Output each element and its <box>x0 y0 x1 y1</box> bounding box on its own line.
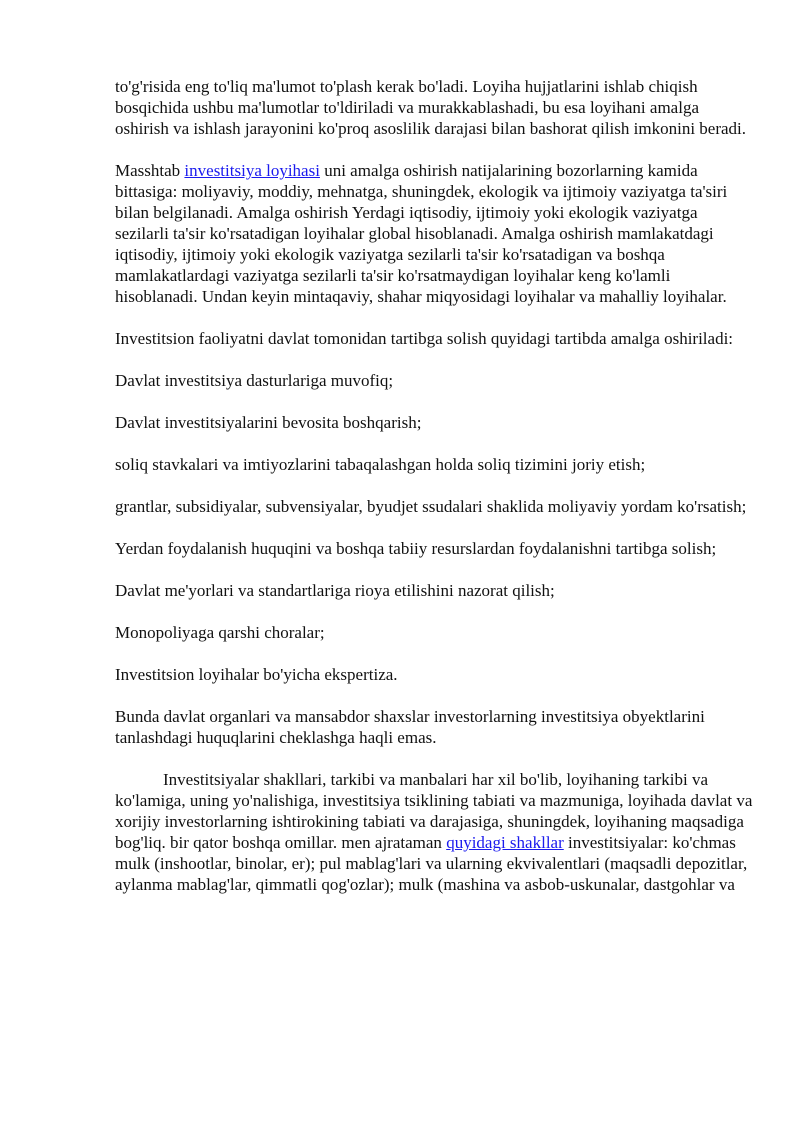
list-item: grantlar, subsidiyalar, subvensiyalar, byudjet ssudalari shaklida moliyaviy yordam ko'rsatish; <box>115 497 747 516</box>
list-item: Davlat investitsiya dasturlariga muvofiq; <box>115 371 394 390</box>
list-item: Investitsion loyihalar bo'yicha ekspertiza. <box>115 665 398 684</box>
paragraph-scale <box>115 160 755 307</box>
paragraph-forms-before: Investitsiyalar shakllari, tarkibi va manbalari har xil bo'lib, loyihaning tarkibi va ko'lamiga, uning yo'nalishiga, investitsiya tsiklining tabiati va mazmuniga, loyihada davlat va xorijiy investorlarning ishtirokining tabiati va darajasiga, shuningdek, loyihaning maqsadiga bog'liq. bir qator boshqa omillar. men ajrataman <box>115 770 753 852</box>
list-item: Yerdan foydalanish huquqini va boshqa tabiiy resurslardan foydalanishni tartibga solish; <box>115 539 717 558</box>
list-item: Davlat me'yorlari va standartlariga rioya etilishini nazorat qilish; <box>115 581 555 600</box>
paragraph-investment-forms <box>115 769 755 895</box>
paragraph-scale-after: uni amalga oshirish natijalarining bozorlarning kamida bittasiga: moliyaviy, moddiy, mehnatga, shuningdek, ekologik va ijtimoiy vaziyatga ta'siri bilan belgilanadi. Amalga oshirish Yerdagi iqtisodiy, ijtimoiy yoki ekologik vaziyatga sezilarli ta'sir ko'rsatadigan loyihalar global hisoblanadi. Amalga oshirish mamlakatdagi iqtisodiy, ijtimoiy yoki ekologik vaziyatga sezilarli ta'sir ko'rsatadigan va boshqa mamlakatlardagi vaziyatga sezilarli ta'sir ko'rsatmaydigan loyihalar keng ko'lamli hisoblanadi. Undan keyin mintaqaviy, shahar miqyosidagi loyihalar va mahalliy loyihalar. <box>115 161 728 306</box>
following-forms-link[interactable]: quyidagi shakllar <box>446 833 564 852</box>
paragraph-intro: to'g'risida eng to'liq ma'lumot to'plash kerak bo'ladi. Loyiha hujjatlarini ishlab chiqish bosqichida ushbu ma'lumotlar to'ldiriladi va murakkablashadi, bu esa loyihani amalga oshirish va ishlash jarayonini ko'proq asoslilik darajasi bilan bashorat qilish imkonini beradi. <box>115 77 747 138</box>
paragraph-regulation: Investitsion faoliyatni davlat tomonidan tartibga solish quyidagi tartibda amalga oshiriladi: <box>115 329 734 348</box>
paragraph-scale-before: Masshtab <box>115 161 185 180</box>
paragraph-forms-after: investitsiyalar: ko'chmas mulk (inshootlar, binolar, er); pul mablag'lari va ularning ekvivalentlari (maqsadli depozitlar, aylanma mablag'lar, qimmatli qog'ozlar); mulk (mashina va asbob-uskunalar, dastgohlar va <box>115 833 748 894</box>
list-item: soliq stavkalari va imtiyozlarini tabaqalashgan holda soliq tizimini joriy etish; <box>115 455 646 474</box>
list-item: Davlat investitsiyalarini bevosita boshqarish; <box>115 413 422 432</box>
document-page <box>115 76 755 916</box>
list-item: Monopoliyaga qarshi choralar; <box>115 623 325 642</box>
paragraph-investor-rights: Bunda davlat organlari va mansabdor shaxslar investorlarning investitsiya obyektlarini tanlashdagi huquqlarini cheklashga haqli emas. <box>115 707 705 747</box>
investment-project-link[interactable]: investitsiya loyihasi <box>184 161 320 180</box>
